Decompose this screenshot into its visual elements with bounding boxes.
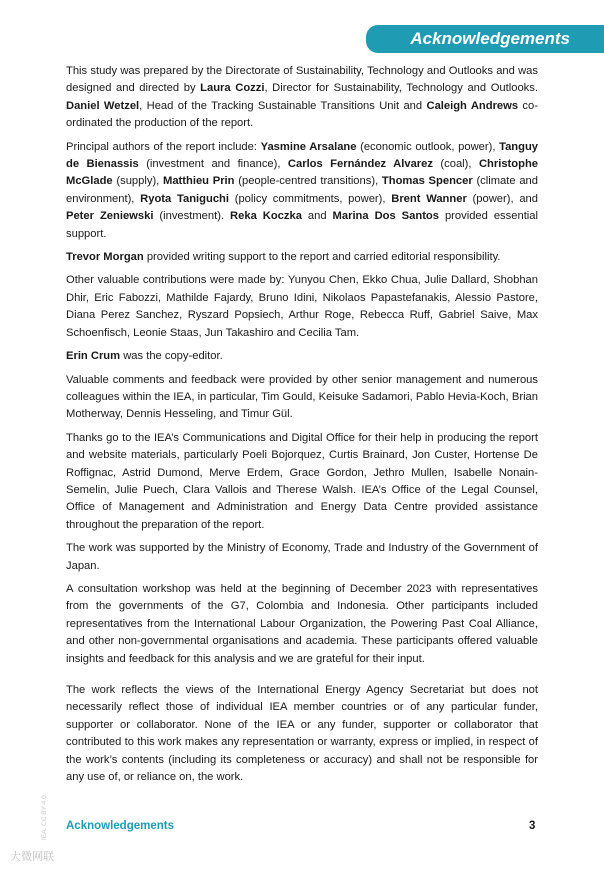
watermark: 大微网联 [10,851,54,863]
section-tab-title: Acknowledgements [366,25,604,53]
text-run: Thanks go to the IEA’s Communications and Digital Office for their help in producing the report and website materials, particularly Poeli Bojorquez, Curtis Brainard, Jon Custer, Hortense De Roffignac, Astrid Dumond, Merve Erdem, Grace Gordon, Jethro Mullen, Isabelle Nonain-Semelin, Julie Puech, Clara Vallois and Therese Walsh. IEA’s Office of the Legal Counsel, Office of Management and Administration and Energy Data Centre provided assistance throughout the preparation of the report. [66,431,538,531]
text-run: (policy commitments, power), [228,192,392,205]
person-name: Tanguy de Bienassis [66,140,539,171]
paragraph [66,63,538,133]
person-name: Caleigh Andrews [426,99,519,112]
person-name: Marina Dos Santos [332,210,439,223]
text-run: (coal), [432,158,479,171]
paragraph [66,372,538,424]
text-run: provided writing support to the report and carried editorial responsibility. [143,251,501,264]
person-name: Reka Koczka [230,210,302,223]
person-name: Daniel Wetzel [66,99,140,112]
paragraph [66,249,538,266]
text-run: co-ordinated the production of the report. [66,99,538,130]
text-run: The work reflects the views of the International Energy Agency Secretariat but does not necessarily reflect those of individual IEA member countries or of any particular funder, supporter or collaborator. None of the IEA or any funder, supporter or collaborator that contributed to this work makes any representation or warranty, express or implied, in respect of the work’s contents (including its completeness or accuracy) and shall not be responsible for any use of, or reliance on, the work. [66,684,538,784]
document-body [66,63,538,792]
person-name: Yasmine Arsalane [260,140,357,153]
text-run: (investment and finance), [138,158,288,171]
text-run: (power), and [466,192,538,205]
person-name: Matthieu Prin [163,175,235,188]
text-run: , Director for Sustainability, Technology and Outlooks. [264,82,538,95]
person-name: Trevor Morgan [66,251,144,264]
text-run: (economic outlook, power), [356,140,500,153]
text-run: A consultation workshop was held at the beginning of December 2023 with representatives from the governments of the G7, Colombia and Indonesia. Other participants included representatives from the International Labour Organization, the Powering Past Coal Alliance, and other non-governmental organisations and academia. These participants offered valuable insights and feedback for this analysis and we are grateful for their input. [66,582,538,665]
footer-section-title: Acknowledgements [66,820,174,832]
paragraph [66,682,538,786]
text-run: (climate and environment), [66,175,539,205]
person-name: Peter Zeniewski [66,210,154,223]
person-name: Christophe McGlade [66,158,538,188]
paragraph [66,430,538,534]
person-name: Thomas Spencer [381,175,473,188]
text-run: The work was supported by the Ministry of Economy, Trade and Industry of the Government of Japan. [66,542,538,572]
person-name: Laura Cozzi [200,82,265,95]
text-run: This study was prepared by the Directorate of Sustainability, Technology and Outlooks and was designed and directed by [66,65,538,95]
paragraph [66,272,538,342]
person-name: Erin Crum [66,350,121,363]
text-run: was the copy-editor. [120,350,223,363]
text-run: (people-centred transitions), [234,175,382,188]
paragraph [66,139,538,243]
text-run: Other valuable contributions were made by: Yunyou Chen, Ekko Chua, Julie Dallard, Shobhan Dhir, Eric Fabozzi, Mathilde Fajardy, Bruno Idini, Nikolaos Papastefanakis, Alessio Pastore, Diana Perez Sanchez, Ryszard Popsiech, Arthur Roge, Rebecca Ruff, Gabriel Saive, Max Schoenfisch, Leonie Staas, Jun Takashiro and Cecilia Tam. [66,274,538,339]
text-run: Valuable comments and feedback were provided by other senior management and numerous colleagues within the IEA, in particular, Tim Gould, Keisuke Sadamori, Pablo Hevia-Koch, Brian Motherway, Dennis Hesseling, and Timur Gül. [66,373,538,421]
text-run: , Head of the Tracking Sustainable Transitions Unit and [139,99,427,112]
text-run: provided essential support. [66,210,538,240]
paragraph [66,540,538,575]
page-number: 3 [529,820,536,832]
paragraph [66,581,538,668]
person-name: Brent Wanner [391,192,467,205]
text-run: (supply), [112,175,164,188]
text-run: and [301,210,333,223]
paragraph [66,348,538,365]
text-run: Principal authors of the report include: [66,140,261,153]
text-run: (investment). [153,210,231,223]
person-name: Carlos Fernández Alvarez [287,158,433,171]
person-name: Ryota Taniguchi [140,192,229,205]
license-notice: IEA. CC BY 4.0. [41,793,48,840]
